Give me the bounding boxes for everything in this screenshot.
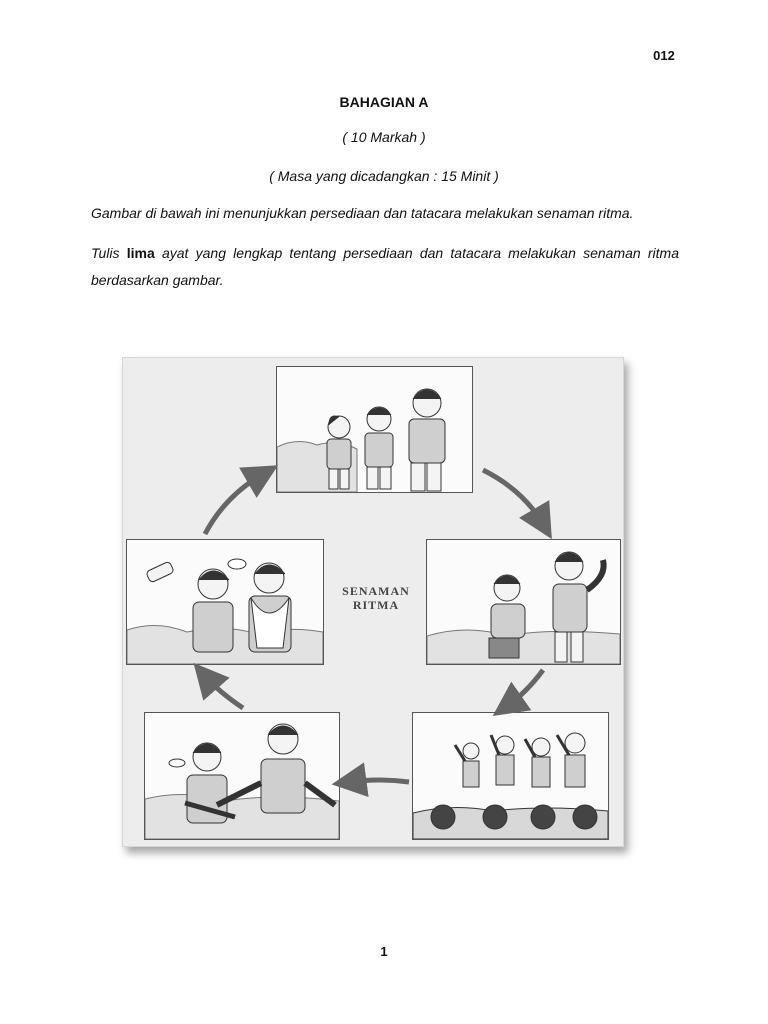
arrow-top-left-icon — [205, 474, 263, 534]
arrow-top-right-icon — [483, 470, 543, 524]
panel-standing-ready — [276, 366, 473, 493]
section-title: BAHAGIAN A — [339, 94, 429, 110]
marks-label: ( 10 Markah ) — [342, 129, 426, 145]
instruction-bold-word: lima — [126, 245, 155, 261]
standing-boys-illustration — [277, 367, 472, 492]
drinking-boys-illustration — [127, 540, 323, 664]
center-title-line-1: SENAMAN — [342, 584, 410, 598]
arrow-right-down-icon — [507, 670, 543, 706]
arrow-left-up-icon — [205, 676, 243, 708]
arrow-bottom-left-icon — [349, 780, 409, 782]
panel-warm-up — [426, 539, 621, 665]
paper-code: 012 — [653, 48, 675, 63]
panel-rest-drink — [126, 539, 324, 665]
cool-down-boys-illustration — [145, 713, 339, 839]
question-intro: Gambar di bawah ini menunjukkan persediaan dan tatacara melakukan senaman ritma. — [91, 205, 634, 221]
warm-up-boys-illustration — [427, 540, 620, 664]
panel-cool-down — [144, 712, 340, 840]
question-instruction — [91, 240, 679, 294]
instruction-text-start: Tulis — [91, 245, 127, 261]
panel-group-exercise — [412, 712, 609, 840]
center-title-line-2: RITMA — [352, 598, 400, 612]
instruction-text-end: ayat yang lengkap tentang persediaan dan tatacara melakukan senaman ritma berdasarkan gambar. — [91, 245, 679, 288]
page-number: 1 — [380, 944, 388, 959]
group-exercise-illustration — [413, 713, 608, 839]
suggested-time: ( Masa yang dicadangkan : 15 Minit ) — [269, 168, 499, 184]
exercise-cycle-figure — [122, 357, 624, 847]
figure-center-title — [321, 584, 431, 612]
